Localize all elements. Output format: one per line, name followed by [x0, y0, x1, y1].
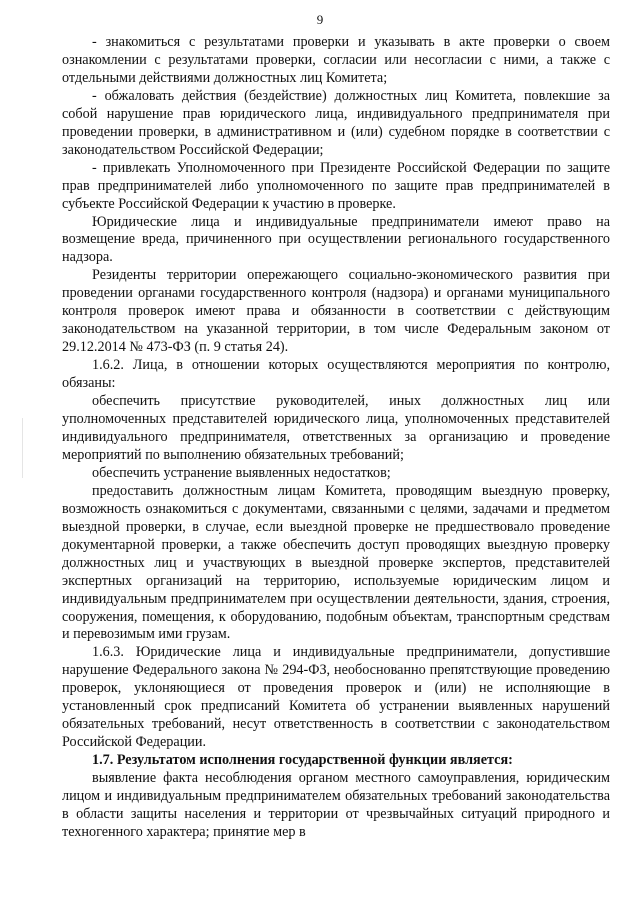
paragraph-duty-access: предоставить должностным лицам Комитета, проводящим выездную проверку, возможность ознакомиться с документами, связанными с целями, задачами и предметом выездной проверки, в случае, если выездной проверке не предшествовало проведение документарной проверки, а также обеспечить доступ проводящих выездную проверку должностных лиц и участвующих в выездной проверке экспертов, представителей экспертных организаций на территорию, используемые юридическим лицом и индивидуальным предпринимателем при осуществлении деятельности, здания, строения, сооружения, помещения, к оборудованию, подобным объектам, транспортным средствам и перевозимым ими грузам. [62, 482, 610, 643]
paragraph-duty-presence: обеспечить присутствие руководителей, иных должностных лиц или уполномоченных представителей юридического лица, уполномоченных представителей индивидуального предпринимателя, ответственных за организацию и проведение мероприятий по выполнению обязательных требований; [62, 393, 610, 463]
paragraph-result: выявление факта несоблюдения органом местного самоуправления, юридическим лицом и индивидуальным предпринимателем обязательных требований законодательства в области защиты населения и территории от чрезвычайных ситуаций природного и техногенного характера; принятие мер в [62, 770, 610, 840]
document-body [62, 34, 610, 842]
page-number: 9 [316, 12, 324, 27]
paragraph-section-1-6-3: 1.6.3. Юридические лица и индивидуальные предприниматели, допустившие нарушение Федерального закона № 294-ФЗ, необоснованно препятствующие проведению проверок, уклоняющиеся от проведения проверок и (или) не исполняющие в установленный срок предписаний Комитета об устранении выявленных нарушений обязательных требований, несут ответственность в соответствии с законодательством Российской Федерации. [62, 644, 610, 751]
paragraph-compensation: Юридические лица и индивидуальные предприниматели имеют право на возмещение вреда, причиненного при осуществлении регионального государственного надзора. [62, 213, 610, 266]
paragraph-section-1-6-2: 1.6.2. Лица, в отношении которых осуществляются мероприятия по контролю, обязаны: [62, 357, 610, 392]
paragraph-right-appeal: - обжаловать действия (бездействие) должностных лиц Комитета, повлекшие за собой нарушение прав юридического лица, индивидуального предпринимателя при проведении проверки, в административном и (или) судебном порядке в соответствии с законодательством Российской Федерации; [62, 87, 610, 158]
paragraph-duty-remedy: обеспечить устранение выявленных недостатков; [92, 464, 391, 481]
scan-artifact-mark [22, 418, 23, 478]
paragraph-right-review-results: - знакомиться с результатами проверки и указывать в акте проверки о своем ознакомлении с результатами проверки, согласии или несогласии с ними, а также с отдельными действиями должностных лиц Комитета; [62, 34, 610, 86]
heading-section-1-7: 1.7. Результатом исполнения государственной функции является: [92, 752, 513, 769]
paragraph-right-ombudsman: - привлекать Уполномоченного при Президенте Российской Федерации по защите прав предпринимателей либо уполномоченного по защите прав предпринимателей в субъекте Российской Федерации к участию в проверке. [62, 159, 610, 212]
paragraph-residents: Резиденты территории опережающего социально-экономического развития при проведении органами государственного контроля (надзора) и органами муниципального контроля проверок имеют права и обязанности в соответствии с действующим законодательством на указанной территории, в том числе Федеральным законом от 29.12.2014 № 473-ФЗ (п. 9 статья 24). [62, 267, 610, 356]
